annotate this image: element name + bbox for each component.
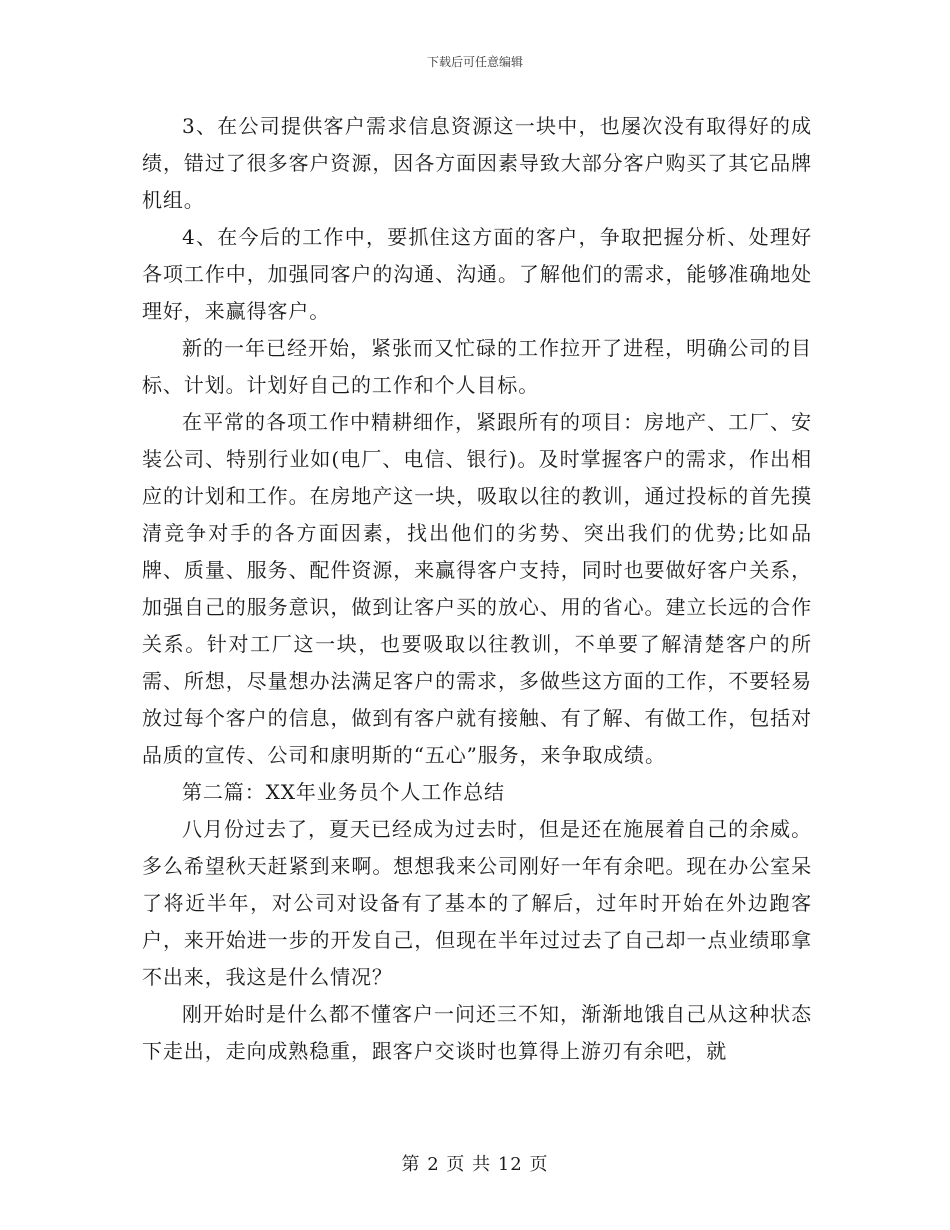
document-body xyxy=(142,108,812,1070)
paragraph: 4、在今后的工作中，要抓住这方面的客户，争取把握分析、处理好各项工作中，加强同客户的沟通、沟通。了解他们的需求，能够准确地处理好，来赢得客户。 xyxy=(142,225,812,323)
paragraph: 在平常的各项工作中精耕细作，紧跟所有的项目：房地产、工厂、安装公司、特别行业如(电厂、电信、银行)。及时掌握客户的需求，作出相应的计划和工作。在房地产这一块，吸取以往的教训，通过投标的首先摸清竞争对手的各方面因素，找出他们的劣势、突出我们的优势;比如品牌、质量、服务、配件资源，来赢得客户支持，同时也要做好客户关系，加强自己的服务意识，做到让客户买的放心、用的省心。建立长远的合作关系。针对工厂这一块，也要吸取以往教训，不单要了解清楚客户的所需、所想，尽量想办法满足客户的需求，多做些这方面的工作，不要轻易放过每个客户的信息，做到有客户就有接触、有了解、有做工作，包括对品质的宣传、公司和康明斯的“五心”服务，来争取成绩。 xyxy=(142,410,812,767)
page-footer: 第 2 页 共 12 页 xyxy=(401,1154,549,1175)
paragraph: 刚开始时是什么都不懂客户一问还三不知，渐渐地饿自己从这种状态下走出，走向成熟稳重，跟客户交谈时也算得上游刃有余吧，就 xyxy=(142,1002,812,1063)
paragraph: 八月份过去了，夏天已经成为过去时，但是还在施展着自己的余威。多么希望秋天赶紧到来啊。想想我来公司刚好一年有余吧。现在办公室呆了将近半年，对公司对设备有了基本的了解后，过年时开始在外边跑客户，来开始进一步的开发自己，但现在半年过过去了自己却一点业绩耶拿不出来，我这是什么情况？ xyxy=(142,817,812,989)
paragraph: 新的一年已经开始，紧张而又忙碌的工作拉开了进程，明确公司的目标、计划。计划好自己的工作和个人目标。 xyxy=(142,336,812,397)
section-heading: 第二篇：XX年业务员个人工作总结 xyxy=(182,780,505,804)
page-header: 下载后可任意编辑 xyxy=(426,55,523,69)
paragraph: 3、在公司提供客户需求信息资源这一块中，也屡次没有取得好的成绩，错过了很多客户资源，因各方面因素导致大部分客户购买了其它品牌机组。 xyxy=(142,114,812,212)
